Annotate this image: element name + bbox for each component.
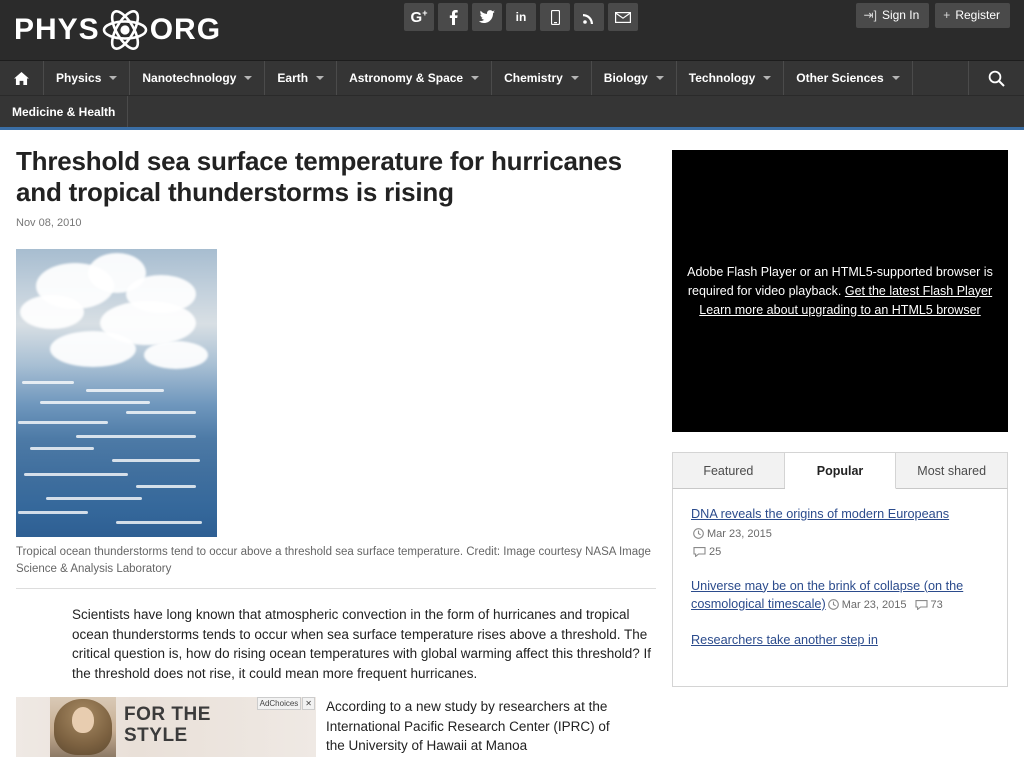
plus-icon: + [943,8,951,22]
popular-article-link[interactable]: Researchers take another step in [691,632,878,647]
comment-icon [915,600,928,613]
chevron-down-icon [892,76,900,80]
advertisement[interactable] [16,697,656,757]
sign-in-button[interactable] [856,3,930,28]
item-meta [826,599,943,611]
nav-item-medicine-health[interactable] [0,96,128,127]
chevron-down-icon [109,76,117,80]
article-body [72,589,656,683]
nav-item-chemistry[interactable] [492,61,592,95]
article-column [16,130,656,757]
nav-item-astronomy-space[interactable] [337,61,492,95]
register-label: Register [955,8,1000,22]
cloud-shape [144,341,208,369]
article-image [16,249,217,537]
video-message [676,263,1004,320]
mobile-icon[interactable] [540,3,570,31]
atom-icon [102,9,148,51]
cloud-streak [116,521,202,524]
twitter-icon[interactable] [472,3,502,31]
nav-row-secondary [0,95,1024,127]
cloud-streak [18,421,108,424]
popular-article-link[interactable]: DNA reveals the origins of modern Europeans [691,507,950,521]
sidebar-tabs [672,452,1008,489]
list-item [691,577,989,614]
nav-item-technology[interactable] [677,61,784,95]
search-icon [988,70,1005,87]
cloud-streak [76,435,196,438]
nav-row-primary [0,61,1024,95]
list-item [691,631,989,650]
item-date: Mar 23, 2015 [841,599,907,611]
item-comments [691,546,989,560]
video-message-text: Adobe Flash Player or an HTML5-supported browser is required for video playback. [687,264,993,298]
ad-choices-label[interactable]: AdChoices [257,697,302,710]
home-icon [14,72,29,85]
linkedin-icon[interactable]: in [506,3,536,31]
cloud-shape [20,295,84,329]
item-comment-count: 25 [709,545,722,558]
article-paragraph: Scientists have long known that atmospheric convection in the form of hurricanes and tropical ocean thunderstorms tends to occur when sea surface temperature rises above a threshold. The critical question is, how do rising ocean temperatures with global warming affect this threshold? If the threshold does not rise, it could mean more frequent hurricanes. [72,607,652,681]
nav-label: Nanotechnology [142,71,237,85]
rss-icon[interactable] [574,3,604,31]
article-date: Nov 08, 2010 [16,217,82,229]
nav-label: Chemistry [504,71,563,85]
cloud-streak [136,485,196,488]
nav-item-nanotechnology[interactable] [130,61,265,95]
facebook-icon[interactable] [438,3,468,31]
item-comment-count: 73 [930,599,943,611]
cloud-streak [18,511,88,514]
tab-popular[interactable]: Popular [785,453,897,489]
flash-player-link[interactable]: Get the latest Flash Player [844,283,993,298]
sign-in-label: Sign In [881,8,920,22]
social-links [404,3,638,31]
video-player[interactable] [672,150,1008,432]
google-plus-icon[interactable]: G+ [404,3,434,31]
popular-list [672,489,1008,687]
cloud-streak [30,447,94,450]
cloud-streak [22,381,74,384]
chevron-down-icon [244,76,252,80]
logo-text-left: PHYS [14,13,100,46]
cloud-streak [126,411,196,414]
site-logo[interactable] [14,10,221,50]
register-button[interactable] [935,3,1010,28]
image-caption: Tropical ocean thunderstorms tend to occur above a threshold sea surface temperature. Credit: Image courtesy NASA Image Science & Analysis Laboratory [16,535,656,589]
cloud-streak [24,473,128,476]
nav-label: Astronomy & Space [349,71,464,85]
main-navigation [0,60,1024,130]
page-title: Threshold sea surface temperature for hurricanes and tropical thunderstorms is rising [16,146,622,207]
ad-line-2: STYLE [124,725,188,746]
ad-text [124,704,211,746]
nav-item-biology[interactable] [592,61,677,95]
nav-item-physics[interactable] [44,61,130,95]
ad-figure-face [72,707,94,733]
chevron-down-icon [316,76,324,80]
chevron-down-icon [471,76,479,80]
ad-line-1: FOR THE [124,704,211,725]
tab-most-shared[interactable]: Most shared [896,453,1007,488]
list-item [691,505,989,560]
cloud-streak [112,459,200,462]
nav-spacer [913,61,969,95]
close-icon[interactable]: ✕ [302,697,315,710]
nav-label: Biology [603,71,648,85]
ad-choices[interactable] [257,697,315,710]
article-paragraph-2: According to a new study by researchers at the International Pacific Research Center (IPRC) of the University of Hawaii at Manoa [326,699,610,753]
nav-label: Other Sciences [796,71,884,85]
nav-home[interactable] [0,61,44,95]
nav-label: Physics [56,71,102,85]
nav-label: Medicine & Health [12,104,116,119]
cloud-shape [50,331,136,367]
nav-item-other-sciences[interactable] [784,61,912,95]
comment-icon [693,547,706,560]
cloud-streak [46,497,142,500]
nav-label: Earth [277,71,309,85]
chevron-down-icon [571,76,579,80]
item-meta [691,528,772,540]
site-header [0,0,1024,60]
clock-icon [828,599,839,613]
search-button[interactable] [969,61,1024,95]
item-date: Mar 23, 2015 [707,527,772,540]
tab-featured[interactable]: Featured [673,453,785,488]
ad-banner[interactable] [16,697,316,757]
logo-text-right: ORG [149,13,222,46]
email-icon[interactable] [608,3,638,31]
chevron-down-icon [763,76,771,80]
cloud-streak [40,401,150,404]
nav-spacer-secondary [128,96,1024,127]
popular-article-link[interactable]: Universe may be on the brink of collapse (on the cosmological timescale) [691,578,964,611]
account-actions [856,3,1010,28]
page-body [0,130,1024,757]
nav-item-earth[interactable] [265,61,337,95]
html5-upgrade-link[interactable]: Learn more about upgrading to an HTML5 browser [699,302,981,317]
sidebar-column [672,130,1008,757]
clock-icon [693,528,704,542]
sign-in-icon: ⇥] [863,8,877,22]
nav-label: Technology [688,71,756,85]
cloud-streak [86,389,164,392]
chevron-down-icon [656,76,664,80]
